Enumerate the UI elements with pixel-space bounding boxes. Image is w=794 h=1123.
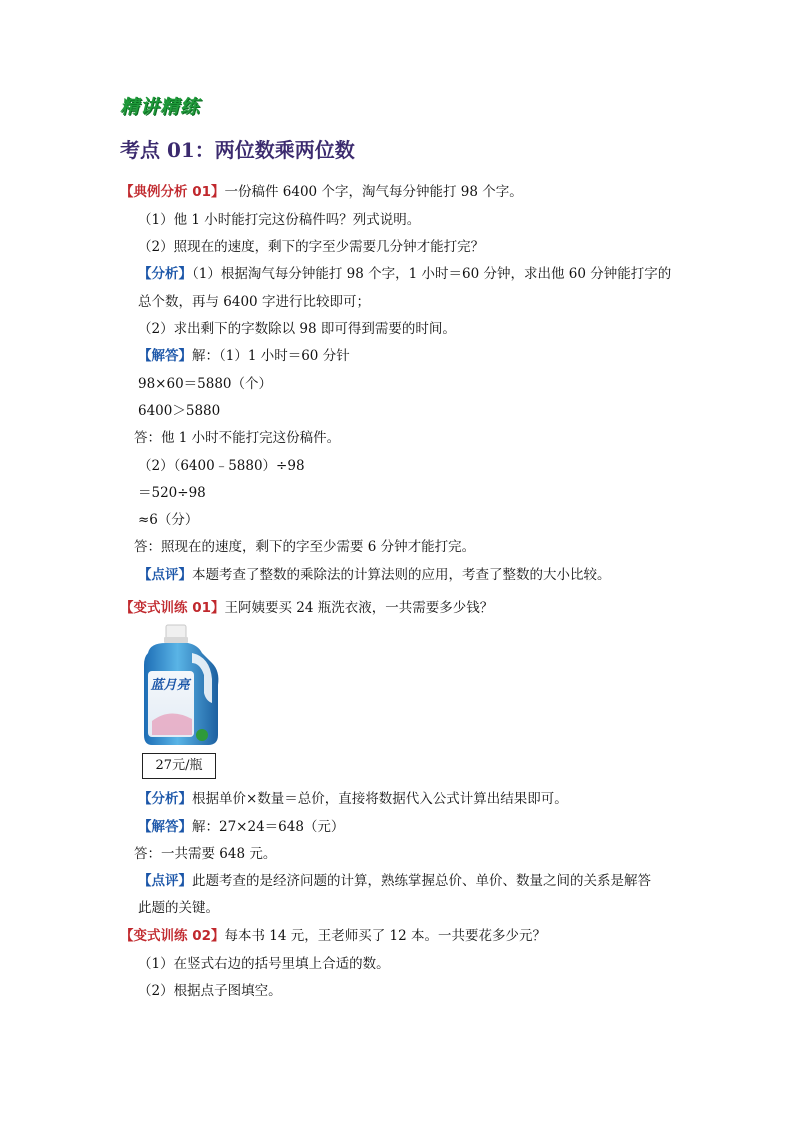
practice1-answer: 解：27×24＝648（元） [192,819,345,835]
analysis-text-2: 总个数，再与 6400 字进行比较即可； [138,294,370,310]
example-question-line [120,183,523,201]
analysis-tag: 【分析】 [138,266,192,282]
practice1-comment-tag: 【点评】 [138,873,192,889]
example-comment-line [138,566,611,584]
comment-text: 本题考查了整数的乘除法的计算法则的应用，考查了整数的大小比较。 [192,567,611,583]
answer-step-8: 答：照现在的速度，剩下的字至少需要 6 分钟才能打完。 [134,539,476,555]
brand-text: 蓝月亮 [150,678,190,693]
answer-step-3: 6400＞5880 [138,403,221,419]
example-q1: （1）他 1 小时能打完这份稿件吗？列式说明。 [138,212,421,228]
example-answer-line [138,347,350,365]
practice2-tag: 【变式训练 02】 [120,928,225,944]
practice1-comment: 此题考查的是经济问题的计算，熟练掌握总价、单价、数量之间的关系是解答 [192,873,651,889]
practice1-tag: 【变式训练 01】 [120,600,225,616]
example-question: 一份稿件 6400 个字，淘气每分钟能打 98 个字。 [224,184,523,200]
answer-step-7: ≈6（分） [138,512,199,528]
practice2-q2: （2）根据点子图填空。 [138,983,282,999]
analysis-text-3: （2）求出剩下的字数除以 98 即可得到需要的时间。 [138,321,456,337]
answer-step-5: （2）（6400﹣5880）÷98 [138,458,305,474]
answer-step-4: 答：他 1 小时不能打完这份稿件。 [134,430,341,446]
heading: 精讲精练 [120,96,201,118]
example-analysis-line [138,265,671,283]
analysis-text: （1）根据淘气每分钟能打 98 个字，1 小时＝60 分钟，求出他 60 分钟能打字的 [192,266,672,282]
practice1-answer-2: 答：一共需要 648 元。 [134,846,277,862]
practice1-question-line [120,599,493,617]
practice1-comment-2: 此题的关键。 [138,900,219,916]
practice2-question-line [120,927,546,945]
answer-tag: 【解答】 [138,348,192,364]
answer-step-6: ＝520÷98 [138,485,206,501]
answer-text: 解：（1）1 小时＝60 分针 [192,348,350,364]
practice1-answer-tag: 【解答】 [138,819,192,835]
answer-step-2: 98×60＝5880（个） [138,376,273,392]
section-title: 考点 01：两位数乘两位数 [120,138,355,162]
example-q2: （2）照现在的速度，剩下的字至少需要几分钟才能打完？ [138,239,485,255]
practice1-comment-line [138,872,651,890]
example-tag: 【典例分析 01】 [120,184,225,200]
comment-tag: 【点评】 [138,567,192,583]
price-label: 27元/瓶 [142,753,216,779]
practice1-analysis-tag: 【分析】 [138,791,192,807]
practice2-q1: （1）在竖式右边的括号里填上合适的数。 [138,956,390,972]
practice1-question: 王阿姨要买 24 瓶洗衣液，一共需要多少钱？ [224,600,494,616]
practice1-answer-line [138,818,344,836]
detergent-bottle-image [140,623,220,749]
practice1-analysis-line [138,790,568,808]
practice1-analysis: 根据单价×数量＝总价，直接将数据代入公式计算出结果即可。 [192,791,568,807]
practice2-question: 每本书 14 元，王老师买了 12 本。一共要花多少元？ [224,928,547,944]
